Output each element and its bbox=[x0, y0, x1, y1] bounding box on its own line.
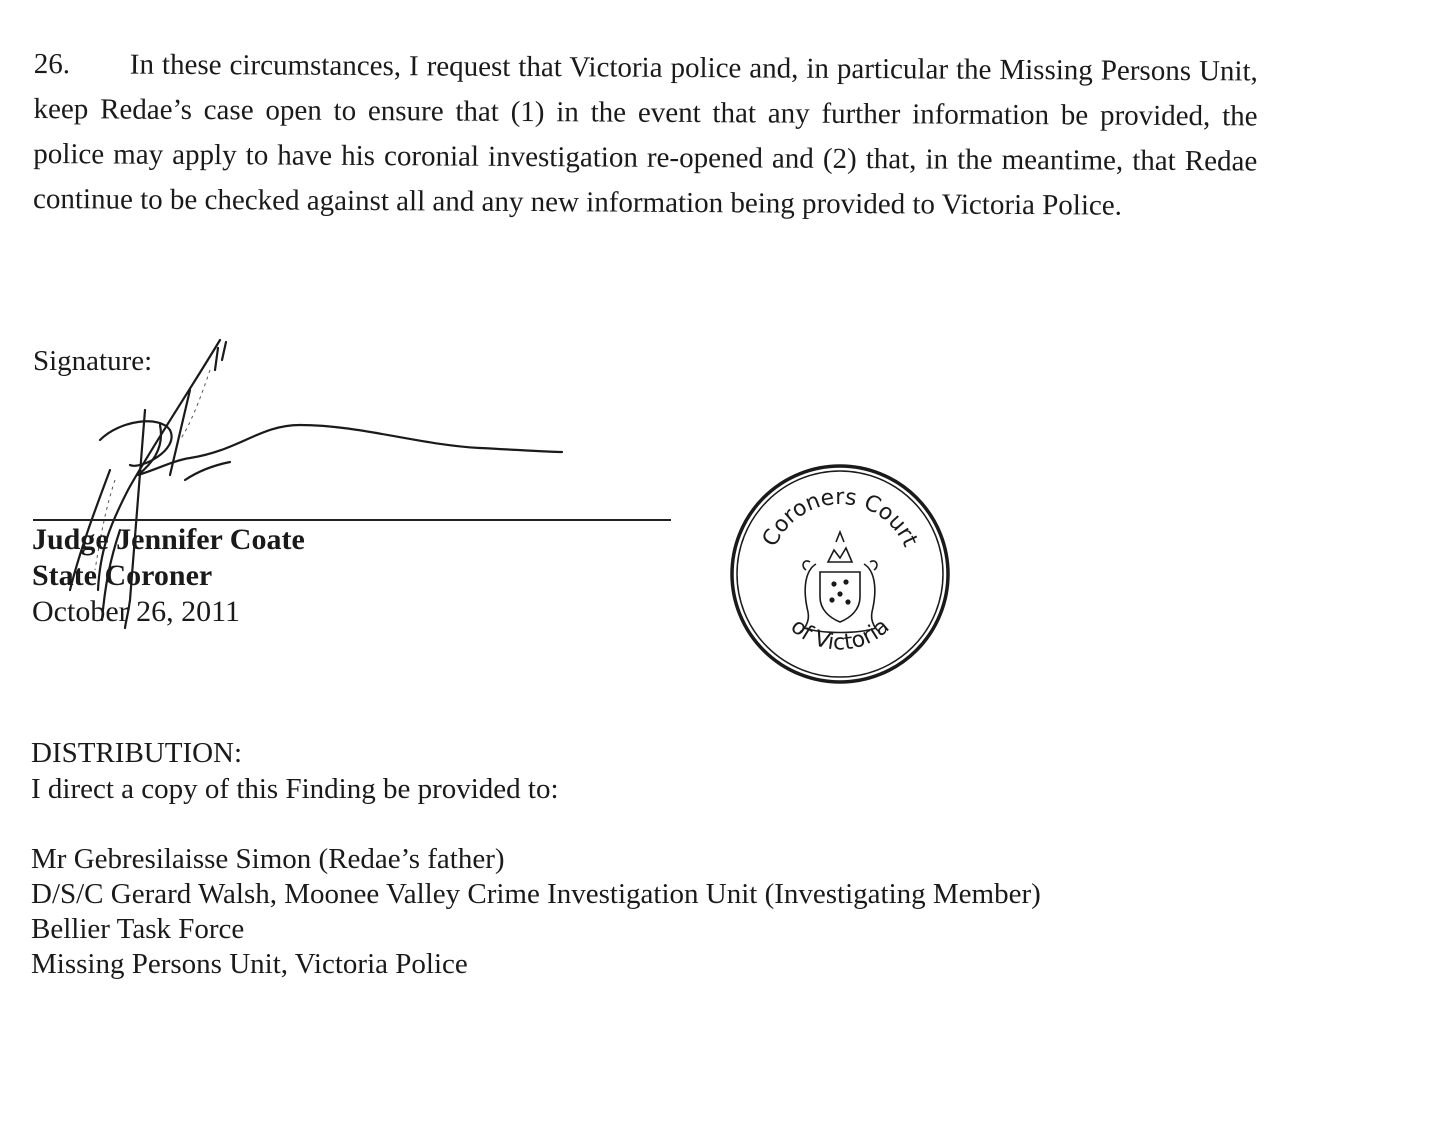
signature-line bbox=[33, 519, 671, 521]
coat-of-arms-icon bbox=[800, 532, 880, 633]
paragraph-text: In these circumstances, I request that Victoria police and, in particular the Missing Persons Unit, keep Redae’s case open to ensure that (1) in the event that any further information be provided, the police may apply to have his coronial investigation re-opened and (2) that, in the meantime, that Redae continue to be checked against all and any new information being provided to Victoria Police. bbox=[32, 48, 1258, 222]
paragraph-number: 26. bbox=[33, 47, 71, 81]
list-item: D/S/C Gerard Walsh, Moonee Valley Crime Investigation Unit (Investigating Member) bbox=[31, 878, 1041, 910]
list-item: Missing Persons Unit, Victoria Police bbox=[31, 948, 468, 980]
signature-date: October 26, 2011 bbox=[32, 595, 241, 628]
seal-top-text: Coroners Court bbox=[757, 485, 923, 551]
paragraph-26 bbox=[33, 42, 1258, 229]
distribution-heading: DISTRIBUTION: bbox=[31, 737, 243, 769]
signer-name: Judge Jennifer Coate bbox=[32, 523, 305, 556]
signer-title: State Coroner bbox=[32, 559, 213, 592]
seal-bottom-text: of Victoria bbox=[785, 614, 895, 656]
distribution-section bbox=[31, 735, 559, 807]
recipient-list bbox=[31, 842, 1041, 982]
coroners-court-seal bbox=[728, 462, 952, 686]
list-item: Bellier Task Force bbox=[31, 913, 245, 945]
signature-label: Signature: bbox=[33, 345, 153, 377]
list-item: Mr Gebresilaisse Simon (Redae’s father) bbox=[31, 843, 505, 875]
distribution-intro: I direct a copy of this Finding be provided to: bbox=[31, 773, 559, 805]
signer-block bbox=[32, 522, 305, 630]
